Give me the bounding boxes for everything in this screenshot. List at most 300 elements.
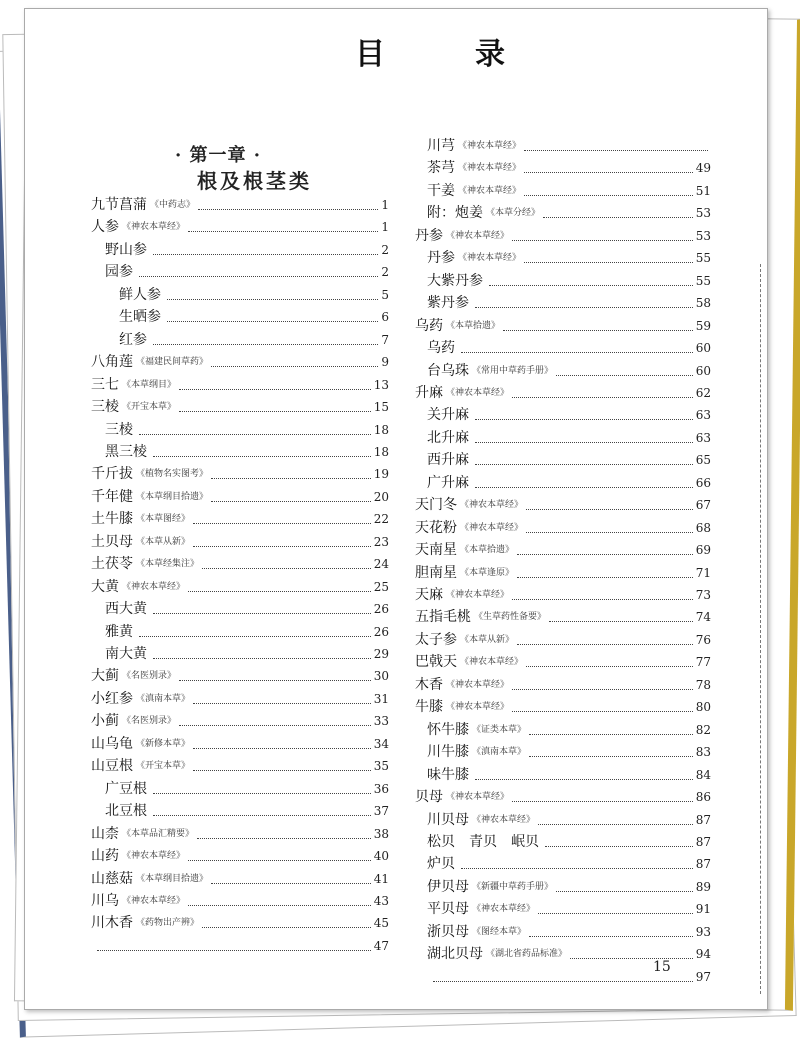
entry-name: 湖北贝母	[427, 946, 483, 963]
leader-dots	[211, 883, 371, 884]
toc-entry	[427, 809, 711, 829]
entry-page: 60	[695, 363, 711, 378]
entry-source: 《药物出产辨》	[136, 918, 200, 929]
entry-name: 乌药	[415, 317, 443, 334]
toc-entry	[415, 696, 711, 716]
toc-entry	[415, 315, 711, 335]
toc-entry	[427, 876, 711, 896]
leader-dots	[475, 464, 693, 465]
entry-page: 41	[373, 871, 389, 886]
entry-page: 49	[695, 161, 711, 176]
toc-entry	[415, 539, 711, 559]
entry-source: 《本草品汇精要》	[122, 828, 195, 839]
leader-dots	[543, 217, 693, 218]
entry-page: 35	[373, 759, 389, 774]
entry-page: 38	[373, 826, 389, 841]
entry-source: 《生草药性备要》	[474, 612, 547, 623]
entry-name: 川芎	[427, 138, 455, 154]
leader-dots	[475, 487, 693, 488]
entry-page: 19	[373, 467, 389, 482]
entry-source: 《本草图经》	[136, 514, 191, 525]
toc-entry	[427, 202, 711, 222]
entry-name: 炉贝	[427, 856, 455, 873]
entry-page: 30	[373, 669, 389, 684]
entry-source: 《开宝本草》	[122, 402, 177, 413]
leader-dots	[517, 554, 693, 555]
leader-dots	[524, 172, 693, 173]
entry-page: 73	[695, 588, 711, 602]
toc-entry	[427, 764, 711, 784]
entry-source: 《神农本草经》	[446, 679, 510, 690]
entry-source: 《神农本草经》	[122, 222, 186, 233]
entry-page: 74	[695, 610, 711, 625]
entry-page: 1	[381, 198, 389, 212]
leader-dots	[139, 276, 378, 277]
leader-dots	[433, 981, 693, 982]
toc-entry	[427, 472, 711, 492]
toc-entry	[119, 306, 389, 326]
leader-dots	[153, 344, 378, 345]
entry-source: 《本草纲目》	[122, 379, 177, 390]
entry-source: 《神农本草经》	[472, 904, 536, 915]
entry-page: 94	[695, 947, 711, 962]
toc-entry	[105, 261, 389, 281]
toc-entry	[427, 292, 711, 312]
toc-entry	[91, 216, 389, 236]
entry-name: 小红参	[91, 690, 133, 707]
entry-page: 68	[695, 520, 711, 535]
toc-entry	[415, 517, 711, 537]
entry-page: 69	[695, 543, 711, 558]
leader-dots	[512, 240, 693, 241]
entry-name: 天花粉	[415, 519, 457, 536]
toc-entry	[105, 239, 389, 259]
toc-entry	[91, 935, 389, 955]
entry-page: 9	[381, 355, 389, 370]
entry-source: 《湖北省药品标准》	[486, 949, 568, 960]
entry-source: 《本草从新》	[136, 536, 191, 547]
chapter-subtitle: 根及根茎类	[197, 169, 312, 193]
leader-dots	[512, 801, 693, 802]
leader-dots	[512, 711, 693, 712]
toc-entry	[427, 180, 711, 200]
toc-entry	[427, 135, 711, 155]
entry-name: 大紫丹参	[427, 272, 483, 289]
entry-name: 千年健	[91, 488, 133, 505]
entry-name: 胆南星	[415, 564, 457, 581]
entry-source: 《本草分经》	[486, 208, 541, 219]
entry-name: 鲜人参	[119, 286, 161, 303]
entry-page: 36	[373, 781, 389, 796]
toc-entry	[415, 225, 711, 245]
entry-page: 37	[373, 804, 389, 819]
entry-name: 土牛膝	[91, 511, 133, 528]
leader-dots	[193, 770, 371, 771]
leader-dots	[549, 621, 693, 622]
toc-entry	[427, 247, 711, 267]
toc-entry	[91, 823, 389, 843]
entry-page: 91	[695, 902, 711, 917]
entry-source: 《本草纲目拾遗》	[136, 491, 209, 502]
entry-source: 《本草拾遗》	[460, 545, 515, 556]
entry-source: 《神农本草经》	[458, 253, 522, 264]
leader-dots	[475, 442, 693, 443]
entry-name: 三棱	[91, 399, 119, 416]
toc-entry	[427, 404, 711, 424]
toc-entry	[91, 508, 389, 528]
entry-page: 45	[373, 916, 389, 931]
toc-entry	[427, 741, 711, 761]
leader-dots	[179, 411, 371, 412]
leader-dots	[188, 591, 371, 592]
entry-source: 《神农本草经》	[446, 590, 510, 600]
entry-page: 22	[373, 512, 389, 527]
leader-dots	[188, 231, 378, 232]
leader-dots	[139, 434, 371, 435]
toc-entry	[91, 710, 389, 730]
entry-page: 77	[695, 655, 711, 670]
entry-name: 千斤拔	[91, 466, 133, 483]
leader-dots	[475, 307, 693, 308]
entry-name: 广豆根	[105, 780, 147, 797]
entry-page: 86	[695, 790, 711, 805]
toc-entry	[105, 621, 389, 641]
entry-page: 87	[695, 857, 711, 872]
entry-source: 《开宝本草》	[136, 761, 191, 772]
toc-entry	[427, 337, 711, 357]
entry-name: 味牛膝	[427, 766, 469, 783]
toc-entry	[427, 898, 711, 918]
entry-page: 2	[381, 265, 389, 280]
entry-source: 《神农本草经》	[122, 851, 186, 862]
entry-name: 土贝母	[91, 533, 133, 550]
entry-page: 33	[373, 714, 389, 729]
toc-entry	[427, 427, 711, 447]
leader-dots	[153, 254, 378, 255]
toc-entry	[427, 360, 711, 380]
entry-source: 《神农本草经》	[446, 230, 510, 241]
entry-page: 26	[373, 624, 389, 639]
entry-page: 20	[373, 489, 389, 504]
entry-name: 天门冬	[415, 497, 457, 514]
toc-entry	[427, 853, 711, 873]
entry-name: 小蓟	[91, 713, 119, 730]
entry-name: 木香	[415, 676, 443, 693]
entry-page: 89	[695, 879, 711, 894]
entry-page: 93	[695, 924, 711, 939]
leader-dots	[556, 375, 693, 376]
leader-dots	[512, 397, 693, 398]
toc-entry	[91, 912, 389, 932]
leader-dots	[524, 195, 693, 196]
entry-name: 丹参	[415, 227, 443, 244]
leader-dots	[202, 927, 371, 928]
leader-dots	[193, 546, 371, 547]
entry-name: 西升麻	[427, 452, 469, 469]
entry-source: 《本草纲目拾遗》	[136, 873, 209, 884]
toc-entry	[105, 419, 389, 439]
entry-source: 《神农本草经》	[458, 185, 522, 196]
entry-source: 《神农本草经》	[460, 657, 524, 668]
leader-dots	[188, 860, 371, 861]
entry-name: 人参	[91, 219, 119, 236]
entry-name: 川贝母	[427, 811, 469, 828]
toc-entry	[105, 643, 389, 663]
entry-page: 47	[373, 938, 389, 953]
entry-source: 《神农本草经》	[446, 792, 510, 803]
entry-source: 《图经本草》	[472, 926, 527, 937]
leader-dots	[461, 868, 693, 869]
leader-dots	[526, 666, 693, 667]
entry-page: 87	[695, 834, 711, 849]
entry-name: 贝母	[415, 789, 443, 806]
entry-name: 五指毛桃	[415, 609, 471, 626]
entry-source: 《神农本草经》	[460, 522, 524, 533]
entry-name: 台乌珠	[427, 362, 469, 379]
leader-dots	[556, 891, 693, 892]
leader-dots	[211, 501, 371, 502]
toc-entry	[415, 382, 711, 402]
leader-dots	[524, 150, 708, 151]
toc-entry	[415, 584, 711, 604]
entry-page: 55	[695, 273, 711, 288]
toc-entry	[105, 800, 389, 820]
entry-name: 茶芎	[427, 160, 455, 177]
entry-page: 58	[695, 296, 711, 311]
entry-name: 黑三棱	[105, 443, 147, 460]
entry-name: 九节菖蒲	[91, 197, 147, 213]
entry-page: 87	[695, 812, 711, 827]
leader-dots	[198, 209, 378, 210]
entry-name: 园参	[105, 264, 133, 281]
entry-page: 5	[381, 287, 389, 302]
entry-name: 川乌	[91, 892, 119, 909]
entry-name: 牛膝	[415, 699, 443, 716]
entry-name: 怀牛膝	[427, 721, 469, 738]
entry-page: 13	[373, 377, 389, 392]
toc-entry	[427, 921, 711, 941]
entry-name: 广升麻	[427, 474, 469, 491]
entry-source: 《新疆中草药手册》	[472, 881, 554, 892]
entry-source: 《植物名实图考》	[136, 469, 209, 480]
margin-divider	[760, 264, 761, 994]
toc-entry	[91, 688, 389, 708]
leader-dots	[188, 905, 371, 906]
leader-dots	[197, 838, 371, 839]
entry-page: 62	[695, 385, 711, 400]
toc-entry	[415, 606, 711, 626]
entry-page: 84	[695, 767, 711, 782]
entry-source: 《神农本草经》	[446, 387, 510, 398]
entry-name: 山柰	[91, 825, 119, 842]
entry-source: 《神农本草经》	[472, 814, 536, 825]
leader-dots	[475, 419, 693, 420]
entry-name: 八角莲	[91, 354, 133, 371]
leader-dots	[524, 262, 693, 263]
leader-dots	[538, 824, 693, 825]
entry-name: 三七	[91, 376, 119, 393]
entry-page: 66	[695, 475, 711, 490]
entry-page: 40	[373, 849, 389, 864]
leader-dots	[153, 793, 371, 794]
entry-page: 76	[695, 632, 711, 647]
entry-page: 18	[373, 422, 389, 437]
entry-name: 山乌龟	[91, 735, 133, 752]
entry-page: 53	[695, 206, 711, 221]
entry-page: 78	[695, 677, 711, 692]
leader-dots	[167, 321, 378, 322]
toc-entry	[427, 831, 711, 851]
entry-page: 65	[695, 453, 711, 468]
entry-source: 《神农本草经》	[446, 702, 510, 713]
entry-name: 关升麻	[427, 407, 469, 424]
entry-source: 《名医别录》	[122, 671, 177, 682]
entry-source: 《神农本草经》	[122, 895, 186, 906]
entry-name: 巴戟天	[415, 654, 457, 671]
entry-name: 生晒参	[119, 309, 161, 326]
entry-page: 60	[695, 341, 711, 356]
toc-entry	[91, 463, 389, 483]
toc-entry	[415, 674, 711, 694]
entry-name: 北升麻	[427, 429, 469, 446]
entry-name: 伊贝母	[427, 878, 469, 895]
entry-name: 大蓟	[91, 668, 119, 685]
entry-name: 天麻	[415, 587, 443, 603]
entry-name: 山药	[91, 848, 119, 865]
entry-name: 北豆根	[105, 803, 147, 820]
leader-dots	[179, 389, 371, 390]
leader-dots	[529, 734, 693, 735]
chapter-heading: · 第一章 ·	[175, 145, 262, 166]
entry-source: 《中药志》	[150, 200, 196, 210]
leader-dots	[97, 950, 371, 951]
leader-dots	[193, 523, 371, 524]
toc-entry	[91, 755, 389, 775]
entry-page: 82	[695, 722, 711, 737]
entry-page: 23	[373, 534, 389, 549]
toc-entry	[91, 665, 389, 685]
entry-page: 80	[695, 700, 711, 715]
leader-dots	[529, 756, 693, 757]
entry-page: 51	[695, 183, 711, 198]
entry-page: 59	[695, 318, 711, 333]
leader-dots	[153, 456, 371, 457]
toc-entry	[91, 351, 389, 371]
toc-entry	[105, 441, 389, 461]
entry-name: 三棱	[105, 421, 133, 438]
entry-source: 《神农本草经》	[458, 163, 522, 174]
leader-dots	[545, 846, 693, 847]
toc-entry	[91, 845, 389, 865]
page-title: 目 录	[355, 37, 535, 72]
entry-name: 土茯苓	[91, 556, 133, 573]
leader-dots	[179, 725, 371, 726]
leader-dots	[526, 532, 693, 533]
entry-source: 《本草从新》	[460, 634, 515, 645]
toc-entry	[105, 598, 389, 618]
entry-name: 干姜	[427, 182, 455, 199]
leader-dots	[526, 509, 693, 510]
entry-page: 83	[695, 745, 711, 760]
toc-entry	[105, 778, 389, 798]
entry-name: 附：炮姜	[427, 205, 483, 222]
toc-entry	[91, 733, 389, 753]
entry-name: 浙贝母	[427, 923, 469, 940]
entry-source: 《神农本草经》	[460, 500, 524, 511]
toc-entry	[415, 651, 711, 671]
entry-name: 松贝 青贝 岷贝	[427, 833, 539, 850]
leader-dots	[153, 613, 371, 614]
entry-name: 紫丹参	[427, 295, 469, 312]
entry-source: 《证类本草》	[472, 724, 527, 735]
toc-entry	[91, 576, 389, 596]
toc-entry	[91, 868, 389, 888]
entry-page: 15	[373, 400, 389, 415]
entry-source: 《新修本草》	[136, 738, 191, 749]
entry-page: 24	[373, 557, 389, 572]
leader-dots	[193, 703, 371, 704]
leader-dots	[211, 366, 378, 367]
leader-dots	[529, 936, 693, 937]
entry-source: 《福建民间草药》	[136, 357, 209, 368]
leader-dots	[512, 689, 693, 690]
entry-page: 1	[381, 220, 389, 235]
entry-source: 《本草逢原》	[460, 567, 515, 578]
leader-dots	[179, 680, 371, 681]
leader-dots	[167, 299, 378, 300]
toc-entry	[415, 629, 711, 649]
toc-entry	[91, 890, 389, 910]
toc-entry	[427, 157, 711, 177]
entry-page: 26	[373, 602, 389, 617]
toc-entry	[119, 329, 389, 349]
toc-entry	[91, 486, 389, 506]
entry-source: 《滇南本草》	[472, 747, 527, 758]
leader-dots	[153, 658, 371, 659]
entry-page: 63	[695, 430, 711, 445]
entry-page: 29	[373, 647, 389, 661]
toc-entry	[119, 284, 389, 304]
entry-source: 《滇南本草》	[136, 693, 191, 704]
entry-source: 《名医别录》	[122, 716, 177, 727]
leader-dots	[570, 958, 693, 959]
entry-name: 太子参	[415, 631, 457, 648]
entry-page: 97	[695, 969, 711, 984]
toc-entry	[427, 270, 711, 290]
entry-page: 7	[381, 332, 389, 347]
entry-source: 《本草拾遗》	[446, 320, 501, 331]
toc-entry	[91, 374, 389, 394]
toc-entry	[91, 194, 389, 214]
toc-entry	[415, 494, 711, 514]
page-number: 15	[653, 959, 671, 975]
leader-dots	[461, 352, 693, 353]
entry-page: 53	[695, 228, 711, 243]
entry-name: 西大黄	[105, 601, 147, 618]
entry-page: 43	[373, 893, 389, 908]
entry-page: 18	[373, 444, 389, 459]
toc-entry	[415, 562, 711, 582]
leader-dots	[538, 913, 693, 914]
entry-name: 川牛膝	[427, 744, 469, 761]
entry-page: 6	[381, 310, 389, 325]
leader-dots	[503, 330, 693, 331]
leader-dots	[517, 577, 693, 578]
entry-page: 67	[695, 498, 711, 513]
toc-entry	[415, 786, 711, 806]
entry-name: 红参	[119, 331, 147, 348]
entry-page: 25	[373, 579, 389, 594]
